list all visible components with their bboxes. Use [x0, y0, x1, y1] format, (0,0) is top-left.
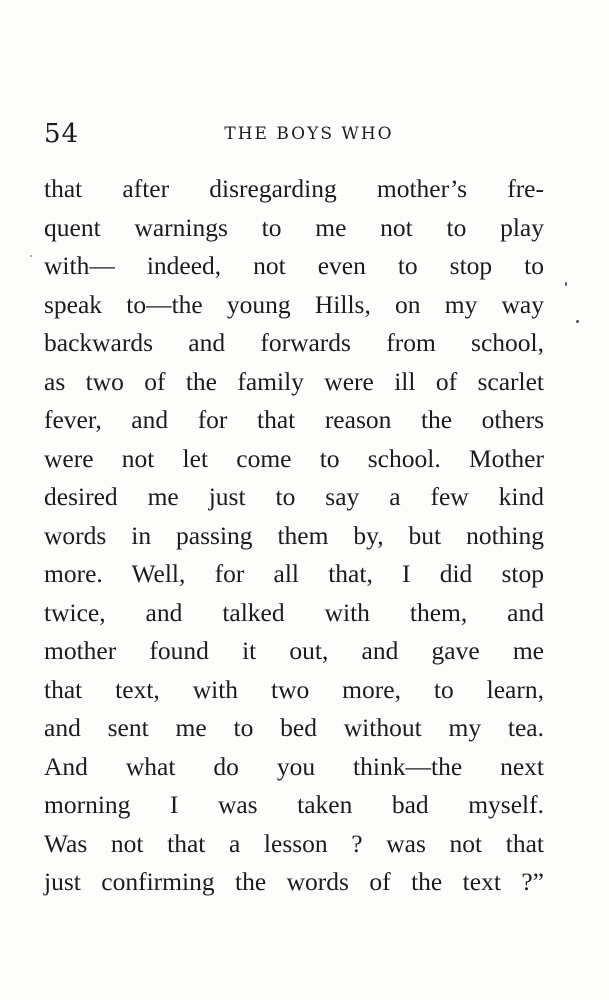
text-line: backwards and forwards from school, — [44, 328, 544, 357]
text-line: And what do you think—the next — [44, 751, 544, 781]
text-line: desired me just to say a few kind — [44, 482, 544, 511]
running-head: THE BOYS WHO — [224, 124, 394, 144]
body-text — [44, 170, 544, 902]
text-line: quent warnings to me not to play — [44, 212, 544, 242]
page-header — [44, 118, 544, 150]
print-speck — [565, 282, 567, 286]
text-line: twice, and talked with them, and — [44, 597, 544, 627]
text-line: just confirming the words of the text ?” — [44, 867, 544, 896]
text-line: mother found it out, and gave me — [44, 636, 544, 665]
text-line: more. Well, for all that, I did stop — [44, 559, 544, 588]
text-line: fever, and for that reason the others — [44, 405, 544, 434]
text-line: were not let come to school. Mother — [44, 443, 544, 473]
text-line: words in passing them by, but nothing — [44, 520, 544, 550]
text-line: that after disregarding mother’s fre- — [44, 174, 544, 203]
text-line: as two of the family were ill of scarlet — [44, 366, 544, 396]
page-number: 54 — [44, 119, 80, 149]
text-line: that text, with two more, to learn, — [44, 674, 544, 704]
text-line: and sent me to bed without my tea. — [44, 713, 544, 742]
print-speck — [576, 320, 579, 323]
print-speck — [30, 255, 32, 257]
text-line: Was not that a lesson ? was not that — [44, 828, 544, 858]
text-line: speak to—the young Hills, on my way — [44, 289, 544, 319]
text-line: with— indeed, not even to stop to — [44, 251, 544, 280]
text-line: morning I was taken bad myself. — [44, 790, 544, 819]
